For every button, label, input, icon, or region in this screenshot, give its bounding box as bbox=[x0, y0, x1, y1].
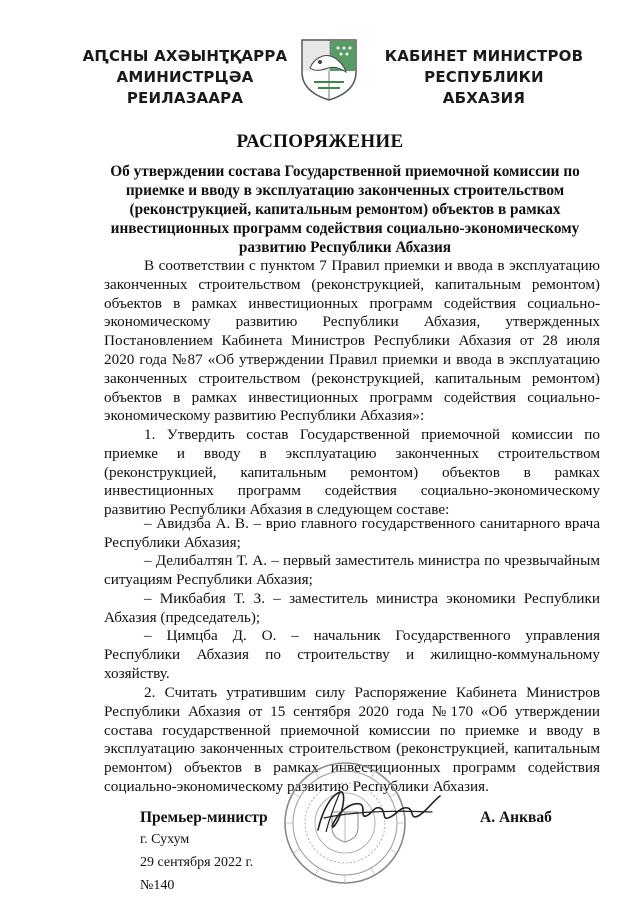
header-russian-line2: РЕСПУБЛИКИ АБХАЗИЯ bbox=[424, 68, 544, 107]
signatory-name: А. Анкваб bbox=[480, 809, 552, 826]
document-city: г. Сухум bbox=[140, 832, 190, 847]
member-delibaltyan: – Делибалтян Т. А. – первый заместитель министра по чрезвычайным ситуациям Республики Абхазия; bbox=[104, 552, 600, 588]
document-subject: Об утверждении состава Государственной приемочной комиссии по приемке и вводу в эксплуатацию законченных строительством (реконструкцией, капитальным ремонтом) объектов в рамках инвестиционных программ содействия социально-экономическому развитию Республики Абхазия bbox=[110, 163, 580, 256]
item-1-paragraph: 1. Утвердить состав Государственной приемочной комиссии по приемке и вводу в эксплуатацию законченных строительством (реконструкцией, капитальным ремонтом) объектов в рамках инвестиционных программ содействия социально-экономическому развитию Республики Абхазия в следующем составе: bbox=[104, 426, 600, 519]
header-russian-line1: КАБИНЕТ МИНИСТРОВ bbox=[384, 47, 584, 65]
header-abkhaz-line1: АԤСНЫ АХӘЫНҬҚАРРА bbox=[82, 47, 288, 65]
member-mikbabiya: – Микбабия Т. З. – заместитель министра экономики Республики Абхазия (председатель); bbox=[104, 590, 600, 626]
document-title: РАСПОРЯЖЕНИЕ bbox=[236, 131, 404, 152]
header-abkhaz-line2: АМИНИСТРЦӘА РЕИЛАЗААРА bbox=[116, 68, 254, 107]
document-date: 29 сентября 2022 г. bbox=[140, 855, 254, 870]
header-russian bbox=[384, 46, 584, 109]
item-2-paragraph: 2. Считать утратившим силу Распоряжение Кабинета Министров Республики Абхазия от 15 сентября 2020 года №170 «Об утверждении состава государственной приемочной комиссии по приемке и вводу в эксплуатацию законченных строительством (реконструкцией, капитальным ремонтом) объектов в рамках инвестиционных программ содействия социально-экономическому развитию Республики Абхазия. bbox=[104, 684, 600, 795]
signatory-role: Премьер-министр bbox=[140, 809, 268, 826]
coat-of-arms-icon bbox=[300, 38, 358, 102]
document-number: №140 bbox=[140, 878, 175, 893]
member-avidzba: – Авидзба А. В. – врио главного государственного санитарного врача Республики Абхазия; bbox=[104, 515, 600, 551]
member-tsimtsba: – Цимцба Д. О. – начальник Государственного управления Республики Абхазия по строительству и жилищно-коммунальному хозяйству. bbox=[104, 627, 600, 682]
header-abkhaz bbox=[80, 46, 290, 109]
handwritten-signature-icon bbox=[300, 782, 450, 842]
intro-paragraph: В соответствии с пунктом 7 Правил приемки и ввода в эксплуатацию законченных строительством (реконструкцией, капитальным ремонтом) объектов в рамках инвестиционных программ содействия социально-экономическому развитию Республики Абхазия, утвержденных Постановлением Кабинета Министров Республики Абхазия от 28 июля 2020 года №87 «Об утверждении Правил приемки и ввода в эксплуатацию законченных строительством (реконструкцией, капитальным ремонтом) объектов в рамках инвестиционных программ содействия социально-экономическому развитию Республики Абхазия»: bbox=[104, 257, 600, 425]
